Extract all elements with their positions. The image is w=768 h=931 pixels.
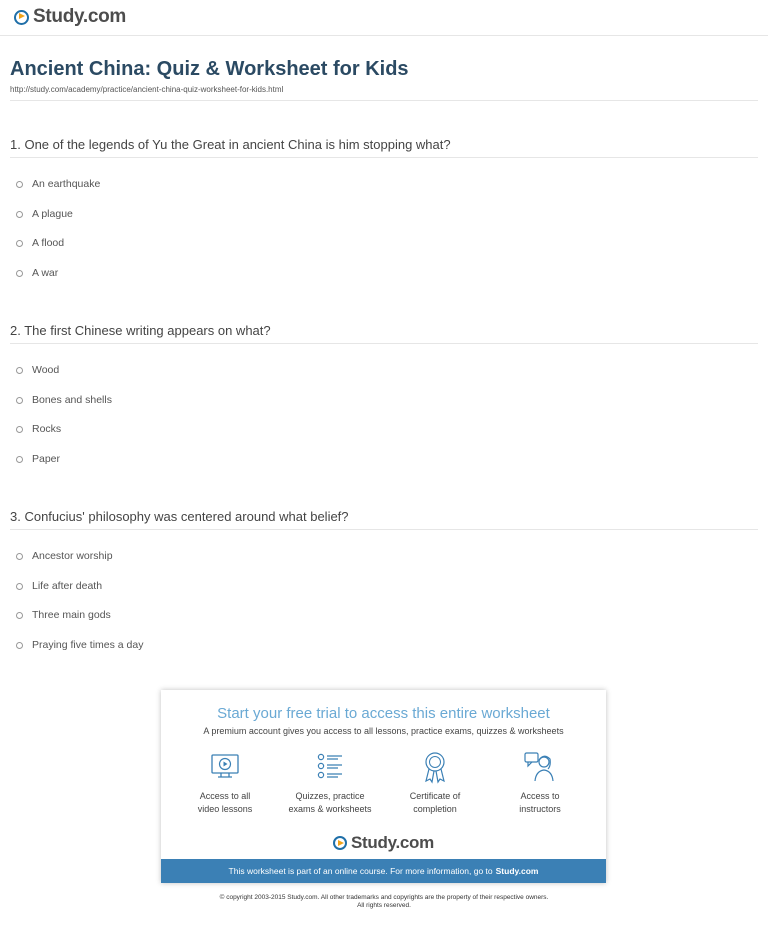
feature-label: Certificate of: [409, 791, 461, 801]
radio-icon[interactable]: [16, 456, 23, 463]
option-label: Praying five times a day: [32, 639, 144, 651]
feature-video-lessons: [177, 750, 273, 815]
play-logo-icon: [333, 836, 347, 850]
option-label: Three main gods: [32, 609, 111, 621]
feature-label: Access to: [520, 791, 560, 801]
radio-icon[interactable]: [16, 270, 23, 277]
page-title: Ancient China: Quiz & Worksheet for Kids: [10, 58, 409, 80]
free-trial-promo[interactable]: [161, 690, 606, 883]
certificate-icon: [418, 750, 452, 784]
feature-instructors: [492, 750, 588, 815]
page-url: http://study.com/academy/practice/ancient-china-quiz-worksheet-for-kids.html: [10, 85, 284, 94]
answer-option[interactable]: [16, 580, 102, 592]
copyright-line: All rights reserved.: [357, 902, 411, 909]
option-label: Paper: [32, 453, 61, 465]
site-header: [0, 0, 768, 36]
answer-option[interactable]: [16, 178, 100, 190]
promo-title[interactable]: Start your free trial to access this entire worksheet: [217, 705, 550, 722]
divider: [10, 529, 758, 530]
copyright-notice: [0, 894, 768, 910]
option-label: A flood: [32, 237, 65, 249]
promo-subtitle: A premium account gives you access to all lessons, practice exams, quizzes & worksheets: [203, 726, 564, 736]
option-label: Ancestor worship: [32, 550, 113, 562]
option-label: Bones and shells: [32, 394, 112, 406]
radio-icon[interactable]: [16, 397, 23, 404]
logo-text: Study.com: [33, 6, 127, 27]
divider: [10, 343, 758, 344]
radio-icon[interactable]: [16, 583, 23, 590]
radio-icon[interactable]: [16, 181, 23, 188]
radio-icon[interactable]: [16, 211, 23, 218]
radio-icon[interactable]: [16, 367, 23, 374]
copyright-line: © copyright 2003-2015 Study.com. All other trademarks and copyrights are the property of their respective owners.: [219, 894, 549, 901]
promo-logo[interactable]: [161, 833, 606, 853]
study-logo[interactable]: [14, 6, 126, 28]
question-1: 1. One of the legends of Yu the Great in ancient China is him stopping what?: [10, 137, 451, 152]
answer-option[interactable]: [16, 364, 59, 376]
feature-label: Access to all: [199, 791, 251, 801]
radio-icon[interactable]: [16, 642, 23, 649]
quiz-list-icon: [313, 750, 347, 784]
option-label: Life after death: [32, 580, 103, 592]
question-3: 3. Confucius' philosophy was centered around what belief?: [10, 509, 349, 524]
feature-label: instructors: [519, 803, 561, 814]
instructor-icon: [523, 750, 557, 784]
option-label: A plague: [32, 208, 73, 220]
option-label: Rocks: [32, 423, 62, 435]
divider: [10, 157, 758, 158]
option-label: Wood: [32, 364, 60, 376]
answer-option[interactable]: [16, 550, 113, 562]
feature-certificate: [387, 750, 483, 815]
answer-option[interactable]: [16, 394, 112, 406]
question-2: 2. The first Chinese writing appears on what?: [10, 323, 271, 338]
feature-label: Quizzes, practice: [295, 791, 365, 801]
answer-option[interactable]: [16, 423, 61, 435]
answer-option[interactable]: [16, 237, 64, 249]
play-logo-icon: [14, 10, 29, 25]
option-label: A war: [32, 267, 59, 279]
logo-text: Study.com: [351, 833, 434, 852]
answer-option[interactable]: [16, 453, 60, 465]
answer-option[interactable]: [16, 639, 143, 651]
feature-label: exams & worksheets: [288, 803, 372, 814]
radio-icon[interactable]: [16, 612, 23, 619]
promo-bar-text: This worksheet is part of an online course. For more information, go to: [228, 866, 493, 876]
answer-option[interactable]: [16, 208, 73, 220]
answer-option[interactable]: [16, 267, 58, 279]
radio-icon[interactable]: [16, 426, 23, 433]
answer-option[interactable]: [16, 609, 111, 621]
feature-label: completion: [413, 803, 457, 814]
radio-icon[interactable]: [16, 240, 23, 247]
divider: [10, 100, 758, 101]
video-lesson-icon: [208, 750, 242, 784]
option-label: An earthquake: [32, 178, 101, 190]
promo-info-bar: [161, 859, 606, 883]
feature-label: video lessons: [197, 803, 253, 814]
feature-quizzes: [282, 750, 378, 815]
radio-icon[interactable]: [16, 553, 23, 560]
study-link[interactable]: Study.com: [495, 866, 539, 876]
